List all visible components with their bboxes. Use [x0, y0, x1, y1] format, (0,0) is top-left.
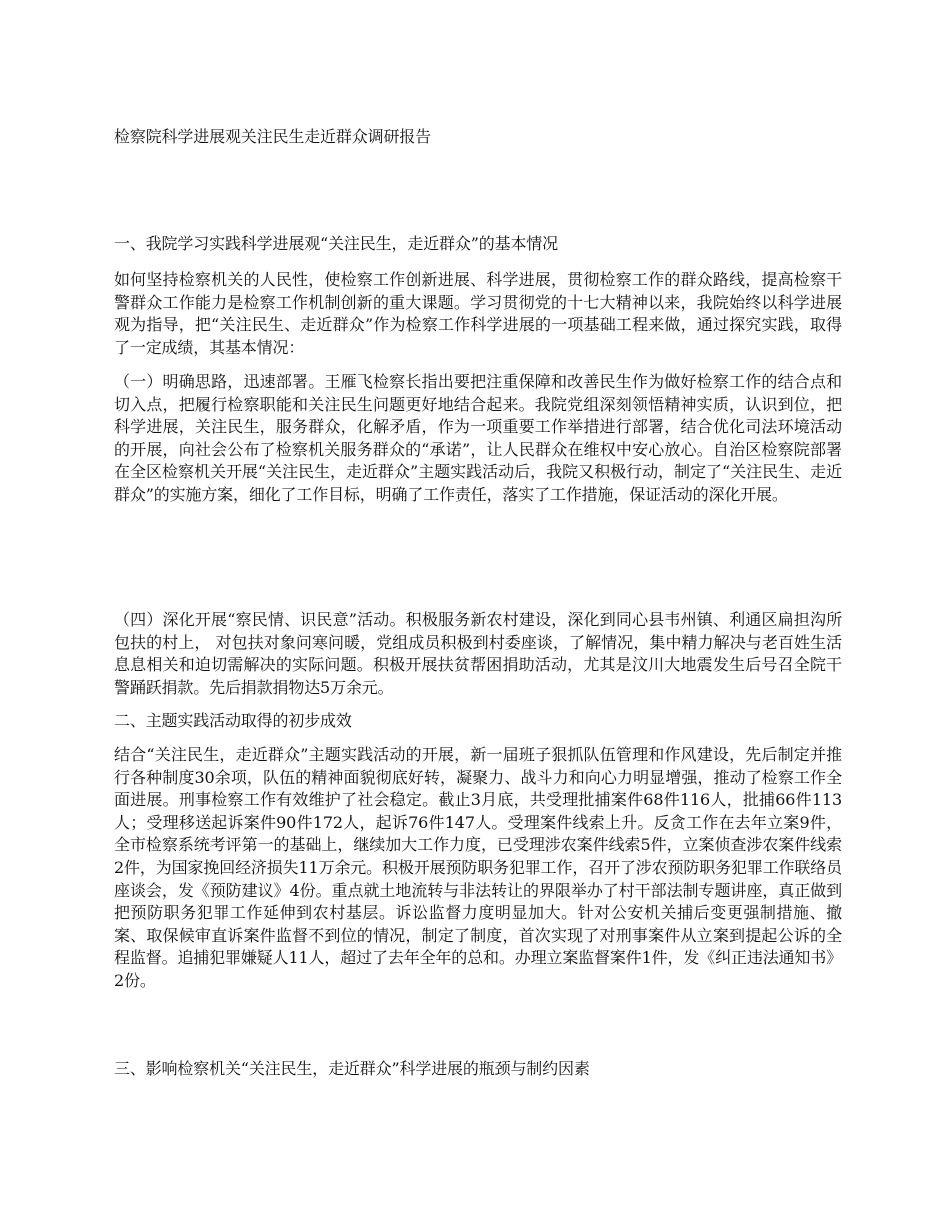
section-heading-3: 三、影响检察机关“关注民生，走近群众”科学进展的瓶颈与制约因素 — [114, 1059, 590, 1078]
document-title: 检察院科学进展观关注民生走近群众调研报告 — [114, 127, 432, 146]
paragraph-item-4: （四）深化开展“察民情、识民意”活动。积极服务新农村建设，深化到同心县韦州镇、利通区扁担沟所包扶的村上， 对包扶对象问寒问暖，党组成员积极到村委座谈，了解情况，集中精力解决与老百姓生活息息相关和迫切需解决的实际问题。积极开展扶贫帮困捐助活动，尤其是汶川大地震发生后号召全院干警踊跃捐款。先后捐款捐物达5万余元。 — [114, 610, 842, 697]
paragraph-intro: 如何坚持检察机关的人民性，使检察工作创新进展、科学进展，贯彻检察工作的群众路线，提高检察干警群众工作能力是检察工作机制创新的重大课题。学习贯彻党的十七大精神以来，我院始终以科学进展观为指导，把“关注民生、走近群众”作为检察工作科学进展的一项基础工程来做，通过探究实践，取得了一定成绩，其基本情况： — [114, 270, 842, 357]
section-heading-1: 一、我院学习实践科学进展观“关注民生，走近群众”的基本情况 — [114, 234, 559, 253]
paragraph-results: 结合“关注民生，走近群众”主题实践活动的开展，新一届班子狠抓队伍管理和作风建设，先后制定并推行各种制度30余项，队伍的精神面貌彻底好转，凝聚力、战斗力和向心力明显增强，推动了检察工作全面进展。刑事检察工作有效维护了社会稳定。截止3月底，共受理批捕案件68件116人，批捕66件113人；受理移送起诉案件90件172人，起诉76件147人。受理案件线索上升。反贪工作在去年立案9件，全市检察系统考评第一的基础上，继续加大工作力度，已受理涉农案件线索5件，立案侦查涉农案件线索2件，为国家挽回经济损失11万余元。积极开展预防职务犯罪工作，召开了涉农预防职务犯罪工作联络员座谈会，发《预防建议》4份。重点就土地流转与非法转让的界限举办了村干部法制专题讲座，真正做到把预防职务犯罪工作延伸到农村基层。诉讼监督力度明显加大。针对公安机关捕后变更强制措施、撤案、取保候审直诉案件监督不到位的情况，制定了制度，首次实现了对刑事案件从立案到提起公诉的全程监督。追捕犯罪嫌疑人11人，超过了去年全年的总和。办理立案监督案件1件，发《纠正违法通知书》2份。 — [114, 745, 842, 990]
paragraph-item-1: （一）明确思路，迅速部署。王雁飞检察长指出要把注重保障和改善民生作为做好检察工作的结合点和切入点，把履行检察职能和关注民生问题更好地结合起来。我院党组深刻领悟精神实质，认识到位，把科学进展，关注民生，服务群众，化解矛盾，作为一项重要工作举措进行部署，结合优化司法环境活动的开展，向社会公布了检察机关服务群众的“承诺”，让人民群众在维权中安心放心。自治区检察院部署在全区检察机关开展“关注民生，走近群众”主题实践活动后，我院又积极行动，制定了“关注民生、走近群众”的实施方案，细化了工作目标，明确了工作责任，落实了工作措施，保证活动的深化开展。 — [114, 372, 842, 504]
section-heading-2: 二、主题实践活动取得的初步成效 — [114, 711, 352, 730]
